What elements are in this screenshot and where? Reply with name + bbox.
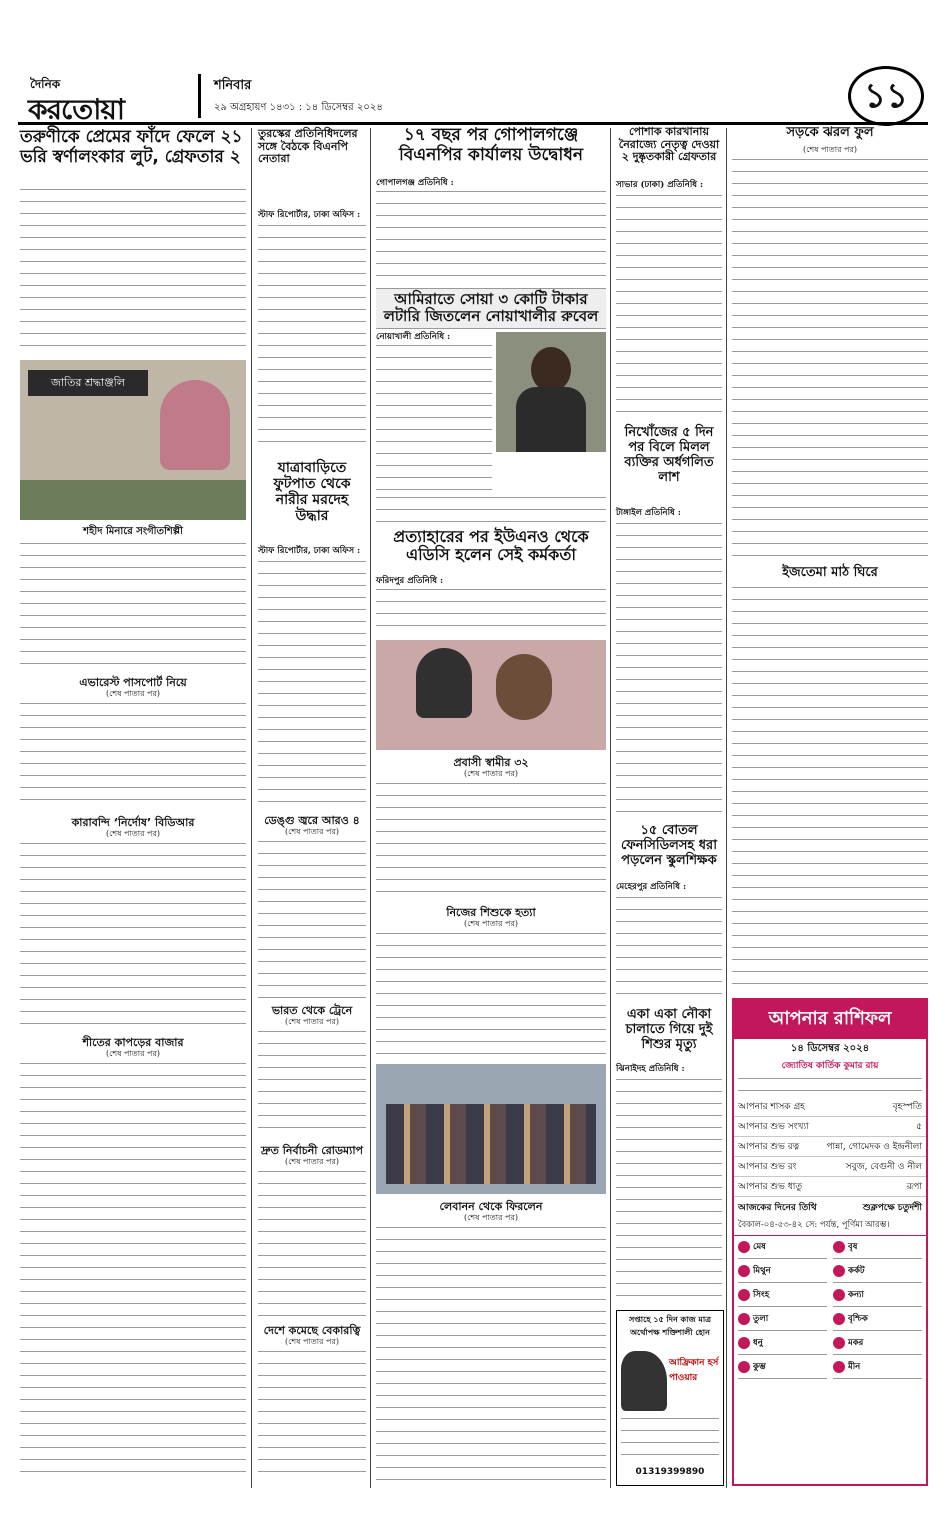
a2-headline: তুরস্কের প্রতিনিধিদলের সঙ্গে বৈঠকে বিএনপি নেতারা: [258, 127, 358, 166]
row-value: ৫: [916, 1122, 922, 1132]
a6-byline: নোয়াখালী প্রতিনিধি :: [376, 332, 451, 342]
zodiac-text: [833, 1255, 922, 1262]
a17-body: [258, 838, 366, 998]
zodiac-sign-item: [738, 1288, 827, 1310]
row-value: সবুজ, বেগুনী ও নীল: [845, 1162, 922, 1172]
a16-body: [20, 1060, 246, 1480]
zodiac-icon: [833, 1289, 845, 1301]
a16-headline: শীতের কাপড়ের বাজার: [82, 1036, 184, 1049]
singer-portrait: [160, 380, 230, 470]
horoscope-author: জ্যোতিষ কার্তিক কুমার রায়: [781, 1061, 879, 1071]
zodiac-sign-name: কন্যা: [848, 1290, 864, 1300]
ad-text: [621, 1415, 719, 1463]
a7-body: [258, 558, 366, 808]
lucky-gem-row: [734, 1137, 926, 1157]
zodiac-icon: [833, 1265, 845, 1277]
zodiac-text: [738, 1279, 827, 1286]
a2-byline: স্টাফ রিপোর্টার, ঢাকা অফিস :: [258, 210, 361, 220]
a4-byline: সাভার (ঢাকা) প্রতিনিধি :: [616, 180, 704, 190]
winner-body: [516, 387, 586, 452]
zodiac-sign-name: কর্কট: [848, 1266, 865, 1276]
man-figure: [496, 654, 552, 720]
a12-headline: ইজতেমা মাঠ ঘিরে: [782, 565, 878, 580]
zodiac-sign-item: [833, 1288, 922, 1310]
horse-graphic: [621, 1351, 667, 1411]
horoscope-box: [732, 998, 928, 1486]
a5-note: (শেষ পাতার পর): [802, 145, 858, 154]
a23-body: [376, 1224, 606, 1480]
a7-headline: যাত্রাবাড়িতে ফুটপাত থেকে নারীর মরদেহ উদ্ধার: [273, 460, 351, 525]
a14-body: [20, 700, 246, 810]
a19-body: [258, 1168, 366, 1318]
a9-headline: নিখোঁজের ৫ দিন পর বিলে মিলল ব্যক্তির অর্ধগলিত লাশ: [624, 425, 714, 485]
a11-byline: ঝিনাইদহ প্রতিনিধি :: [616, 1064, 685, 1074]
a9-byline: টাঙ্গাইল প্রতিনিধি :: [616, 508, 681, 518]
couple-photo: [376, 640, 606, 750]
zodiac-icon: [738, 1313, 750, 1325]
horoscope-title: আপনার রাশিফল: [734, 1000, 926, 1039]
a1-body: [20, 186, 246, 356]
zodiac-text: [833, 1375, 922, 1382]
a18-body: [258, 1028, 366, 1138]
a15-note: (শেষ পাতার পর): [105, 829, 161, 838]
zodiac-sign-name: মীন: [848, 1362, 861, 1372]
zodiac-sign-item: [833, 1360, 922, 1382]
a15-headline: কারাবন্দি ‘নির্দোষ’ বিডিআর: [71, 816, 195, 829]
a11-body: [616, 1076, 722, 1306]
zodiac-icon: [833, 1241, 845, 1253]
a3-headline: ১৭ বছর পর গোপালগঞ্জে বিএনপির কার্যালয় উদ্বোধন: [398, 125, 583, 165]
column-rule: [251, 128, 252, 1488]
memorial-photo: [20, 360, 246, 520]
zodiac-sign-item: [833, 1336, 922, 1358]
a8-body: [376, 586, 606, 636]
zodiac-sign-item: [738, 1264, 827, 1286]
paper-logo: করতোয়া: [28, 93, 124, 126]
horse-power-ad: [616, 1310, 724, 1486]
zodiac-icon: [738, 1241, 750, 1253]
lucky-number-row: [734, 1117, 926, 1137]
a4-body: [616, 192, 722, 422]
a18-note: (শেষ পাতার পর): [284, 1017, 340, 1026]
a8-headline: প্রত্যাহারের পর ইউএনও থেকে এডিসি হলেন সেই কর্মকর্তা: [393, 527, 589, 565]
row-value: পান্না, গোমেদক ও ইন্দ্রনীলা: [826, 1142, 922, 1152]
zodiac-sign-name: মিথুন: [753, 1266, 771, 1276]
a23-note: (শেষ পাতার পর): [463, 1213, 519, 1222]
zodiac-text: [738, 1255, 827, 1262]
a13-body: [20, 540, 246, 670]
tithi-row: [734, 1197, 926, 1218]
zodiac-icon: [833, 1361, 845, 1373]
column-rule: [370, 128, 371, 1488]
a10-headline: ১৫ বোতল ফেনসিডিলসহ ধরা পড়লেন স্কুলশিক্ষক: [621, 823, 717, 868]
lottery-winner-photo: [496, 332, 606, 452]
a4-headline: পোশাক কারখানায় নৈরাজ্যে নেতৃত্ব দেওয়া ২ দুষ্কৃতকারী গ্রেফতার: [618, 125, 720, 164]
a5-headline: সড়কে ঝরল ফুল: [786, 125, 874, 140]
a10-byline: মেহেরপুর প্রতিনিধি :: [616, 882, 687, 892]
a22-note: (শেষ পাতার পর): [463, 919, 519, 928]
ad-headline: সপ্তাহে ১৫ দিন কাজ মাত্র অর্থোপক্ষ শক্তিশালী হোন: [628, 1315, 712, 1337]
zodiac-icon: [738, 1265, 750, 1277]
a6-headline: আমিরাতে সোয়া ৩ কোটি টাকার লটারি জিতলেন নোয়াখালীর রুবেল: [376, 288, 606, 329]
ruling-planet-row: [734, 1097, 926, 1117]
row-label: আপনার শুভ রং: [738, 1162, 797, 1172]
zodiac-sign-item: [738, 1360, 827, 1382]
zodiac-text: [738, 1351, 827, 1358]
ad-brand: আফ্রিকান হর্স পাওয়ার: [669, 1358, 719, 1383]
masthead: [18, 70, 928, 125]
a20-headline: দেশে কমেছে বেকারত্বি: [263, 1324, 361, 1337]
a20-body: [258, 1348, 366, 1480]
zodiac-sign-name: সিংহ: [753, 1290, 770, 1300]
page-number: ১১: [848, 66, 924, 126]
a17-note: (শেষ পাতার পর): [284, 827, 340, 836]
row-label: আপনার শুভ রত্ন: [738, 1142, 800, 1152]
issue-date: ২৯ অগ্রহায়ণ ১৪৩১ : ১৪ ডিসেম্বর ২০২৪: [214, 102, 383, 113]
a8-byline: ফরিদপুর প্রতিনিধি :: [376, 576, 444, 586]
horoscope-intro: [738, 1075, 922, 1095]
zodiac-icon: [833, 1337, 845, 1349]
zodiac-sign-name: বৃশ্চিক: [848, 1314, 868, 1324]
zodiac-text: [833, 1351, 922, 1358]
zodiac-sign-item: [833, 1312, 922, 1334]
row-label: আপনার শাসক গ্রহ: [738, 1102, 805, 1112]
lebanon-returnees-photo: [376, 1064, 606, 1194]
zodiac-icon: [833, 1313, 845, 1325]
row-value: রূপা: [906, 1182, 922, 1192]
woman-figure: [416, 648, 472, 718]
a21-body: [376, 780, 606, 900]
lucky-color-row: [734, 1157, 926, 1177]
column-rule: [726, 128, 727, 1488]
a16-note: (শেষ পাতার পর): [105, 1049, 161, 1058]
zodiac-sign-name: ধনু: [753, 1338, 763, 1348]
zodiac-text: [833, 1327, 922, 1334]
zodiac-sign-item: [738, 1240, 827, 1262]
zodiac-text: [738, 1375, 827, 1382]
a22-body: [376, 930, 606, 1060]
winner-head: [531, 347, 571, 392]
a10-body: [616, 894, 722, 1004]
row-label: আপনার শুভ ধাতু: [738, 1182, 803, 1192]
a20-note: (শেষ পাতার পর): [284, 1337, 340, 1346]
a19-note: (শেষ পাতার পর): [284, 1157, 340, 1166]
zodiac-icon: [738, 1361, 750, 1373]
tithi-label: আজকের দিনের তিথি: [738, 1203, 817, 1213]
ad-phone: 01319399890: [635, 1467, 705, 1477]
a6-body-cont: [376, 494, 606, 524]
a7-byline: স্টাফ রিপোর্টার, ঢাকা অফিস :: [258, 546, 361, 556]
zodiac-sign-item: [833, 1264, 922, 1286]
memorial-banner: জাতির শ্রদ্ধাঞ্জলি: [28, 370, 148, 396]
zodiac-sign-item: [833, 1240, 922, 1262]
tithi-value: শুক্লপক্ষে চতুর্দশী: [862, 1203, 922, 1213]
a18-headline: ভারত থেকে ট্রেনে: [271, 1004, 353, 1017]
zodiac-text: [833, 1279, 922, 1286]
zodiac-icon: [738, 1337, 750, 1349]
a14-note: (শেষ পাতার পর): [105, 689, 161, 698]
a3-body: [376, 188, 606, 282]
zodiac-sign-name: মেষ: [753, 1242, 766, 1252]
zodiac-sign-item: [738, 1336, 827, 1358]
crowd: [386, 1104, 596, 1184]
zodiac-sign-item: [738, 1312, 827, 1334]
zodiac-icon: [738, 1289, 750, 1301]
tithi-time: বৈকাল-০৪-৫৩-৪২ সে: পর্যন্ত, পূর্ণিমা আরম্ভ।: [734, 1218, 926, 1236]
paper-name-small: দৈনিক: [30, 77, 61, 91]
a19-headline: দ্রুত নির্বাচনী রোডম্যাপ: [260, 1144, 363, 1157]
zodiac-text: [738, 1327, 827, 1334]
issue-day: শনিবার: [214, 78, 252, 93]
column-rule: [610, 128, 611, 1488]
zodiac-grid: [734, 1236, 926, 1386]
memorial-caption: শহীদ মিনারে সংগীতশিল্পী: [83, 526, 183, 537]
a22-headline: নিজের শিশুকে হত্যা: [446, 906, 536, 919]
a21-headline: প্রবাসী স্বামীর ৩২: [453, 756, 529, 769]
zodiac-sign-name: তুলা: [753, 1314, 769, 1324]
flower-tributes: [20, 480, 246, 520]
a5-body: [732, 156, 928, 560]
row-value: বৃহস্পতি: [892, 1102, 922, 1112]
a14-headline: এভারেস্ট পাসপোর্ট নিয়ে: [79, 676, 187, 689]
masthead-divider: [198, 74, 201, 118]
a9-body: [616, 520, 722, 820]
zodiac-sign-name: মকর: [848, 1338, 864, 1348]
zodiac-text: [738, 1303, 827, 1310]
a2-body: [258, 222, 366, 452]
a21-note: (শেষ পাতার পর): [463, 769, 519, 778]
zodiac-sign-name: বৃষ: [848, 1242, 858, 1252]
zodiac-text: [833, 1303, 922, 1310]
a6-body: [376, 342, 492, 492]
a1-headline: তরুণীকে প্রেমের ফাঁদে ফেলে ২১ ভরি স্বর্ণালংকার লুট, গ্রেফতার ২: [20, 127, 243, 167]
a3-byline: গোপালগঞ্জ প্রতিনিধি :: [376, 178, 454, 188]
horoscope-date: ১৪ ডিসেম্বর ২০২৪: [790, 1043, 870, 1054]
a23-headline: লেবানন থেকে ফিরলেন: [439, 1200, 543, 1213]
a11-headline: একা একা নৌকা চালাতে গিয়ে দুই শিশুর মৃত্যু: [625, 1007, 713, 1052]
zodiac-sign-name: কুম্ভ: [753, 1362, 766, 1372]
a15-body: [20, 840, 246, 1030]
lucky-metal-row: [734, 1177, 926, 1197]
a12-body: [732, 584, 928, 994]
row-label: আপনার শুভ সংখ্যা: [738, 1122, 809, 1132]
a17-headline: ডেঙ্গু জ্বরে আরও ৪: [264, 814, 360, 827]
